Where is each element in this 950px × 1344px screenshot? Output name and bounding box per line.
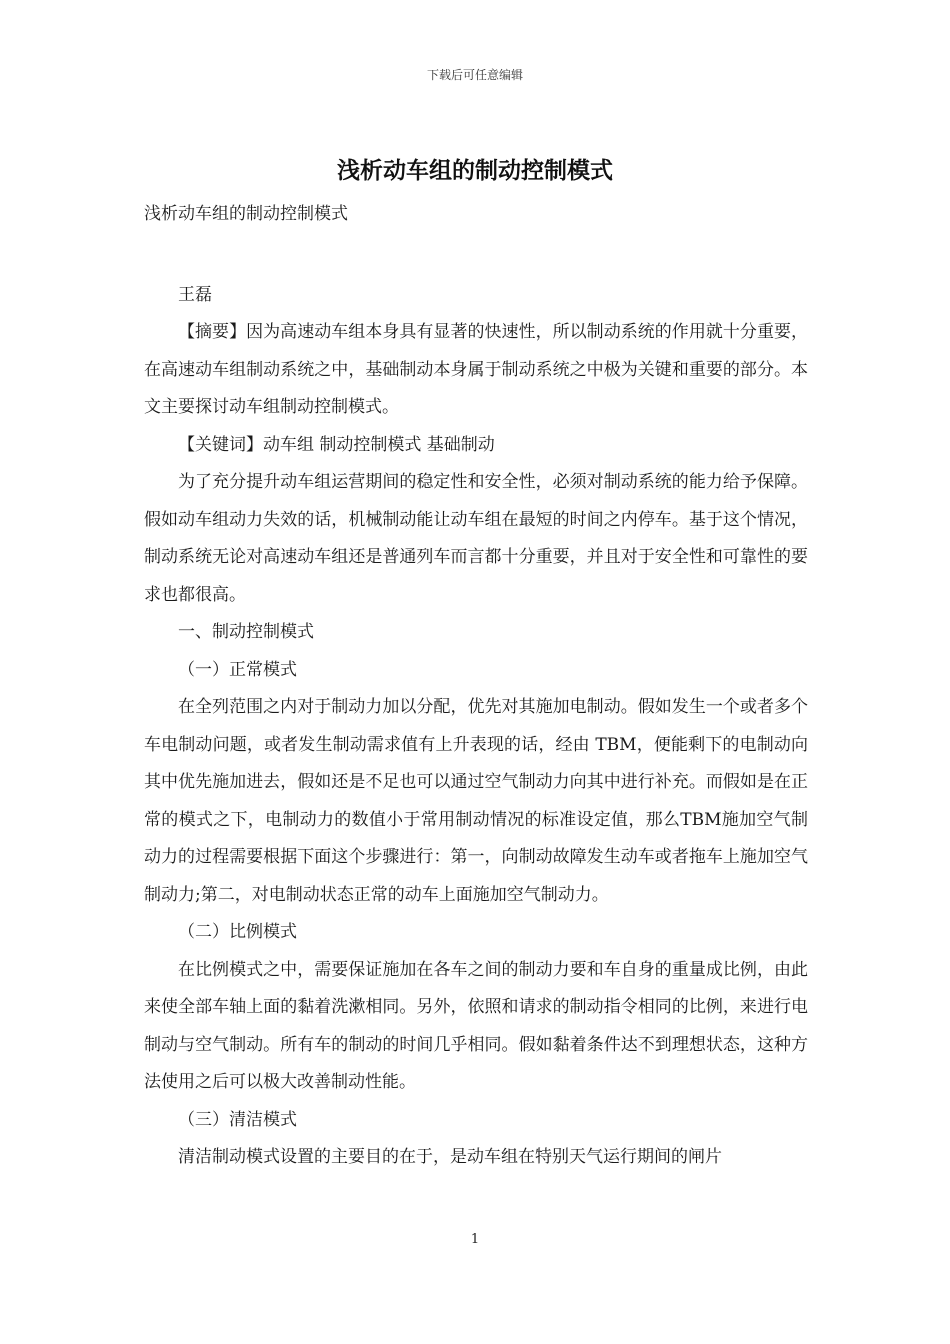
subsection-heading: （一）正常模式 xyxy=(178,659,297,680)
author: 王磊 xyxy=(178,284,212,305)
document-title: 浅析动车组的制动控制模式 xyxy=(337,158,613,184)
body-paragraph: 在全列范围之内对于制动力加以分配，优先对其施加电制动。假如发生一个或者多个车电制动问题，或者发生制动需求值有上升表现的话，经由 TBM，便能剩下的电制动向其中优先施加进去，假如还是不足也可以通过空气制动力向其中进行补充。而假如是在正常的模式之下，电制动力的数值小于常用制动情况的标准设定值，那么TBM施加空气制动力的过程需要根据下面这个步骤进行：第一，向制动故障发生动车或者拖车上施加空气制动力;第二，对电制动状态正常的动车上面施加空气制动力。 xyxy=(144,697,808,905)
abstract-paragraph: 【摘要】因为高速动车组本身具有显著的快速性，所以制动系统的作用就十分重要，在高速动车组制动系统之中，基础制动本身属于制动系统之中极为关键和重要的部分。本文主要探讨动车组制动控制模式。 xyxy=(144,322,808,417)
keywords-paragraph: 【关键词】动车组 制动控制模式 基础制动 xyxy=(178,434,495,455)
intro-paragraph: 为了充分提升动车组运营期间的稳定性和安全性，必须对制动系统的能力给予保障。假如动车组动力失效的话，机械制动能让动车组在最短的时间之内停车。基于这个情况，制动系统无论对高速动车组还是普通列车而言都十分重要，并且对于安全性和可靠性的要求也都很高。 xyxy=(144,472,808,605)
body-paragraph: 在比例模式之中，需要保证施加在各车之间的制动力要和车自身的重量成比例，由此来使全部车轴上面的黏着洗漱相同。另外，依照和请求的制动指令相同的比例，来进行电制动与空气制动。所有车的制动的时间几乎相同。假如黏着条件达不到理想状态，这种方法使用之后可以极大改善制动性能。 xyxy=(144,959,808,1092)
spacer xyxy=(144,234,808,277)
subsection-heading: （二）比例模式 xyxy=(178,922,297,942)
subsection-heading: （三）清洁模式 xyxy=(178,1109,297,1130)
body-paragraph: 清洁制动模式设置的主要目的在于，是动车组在特别天气运行期间的闸片 xyxy=(178,1147,722,1167)
page-number: 1 xyxy=(470,1232,480,1247)
header-note: 下载后可任意编辑 xyxy=(426,68,523,82)
subtitle: 浅析动车组的制动控制模式 xyxy=(144,204,348,224)
document-body xyxy=(144,196,808,1177)
section-heading: 一、制动控制模式 xyxy=(178,622,314,642)
